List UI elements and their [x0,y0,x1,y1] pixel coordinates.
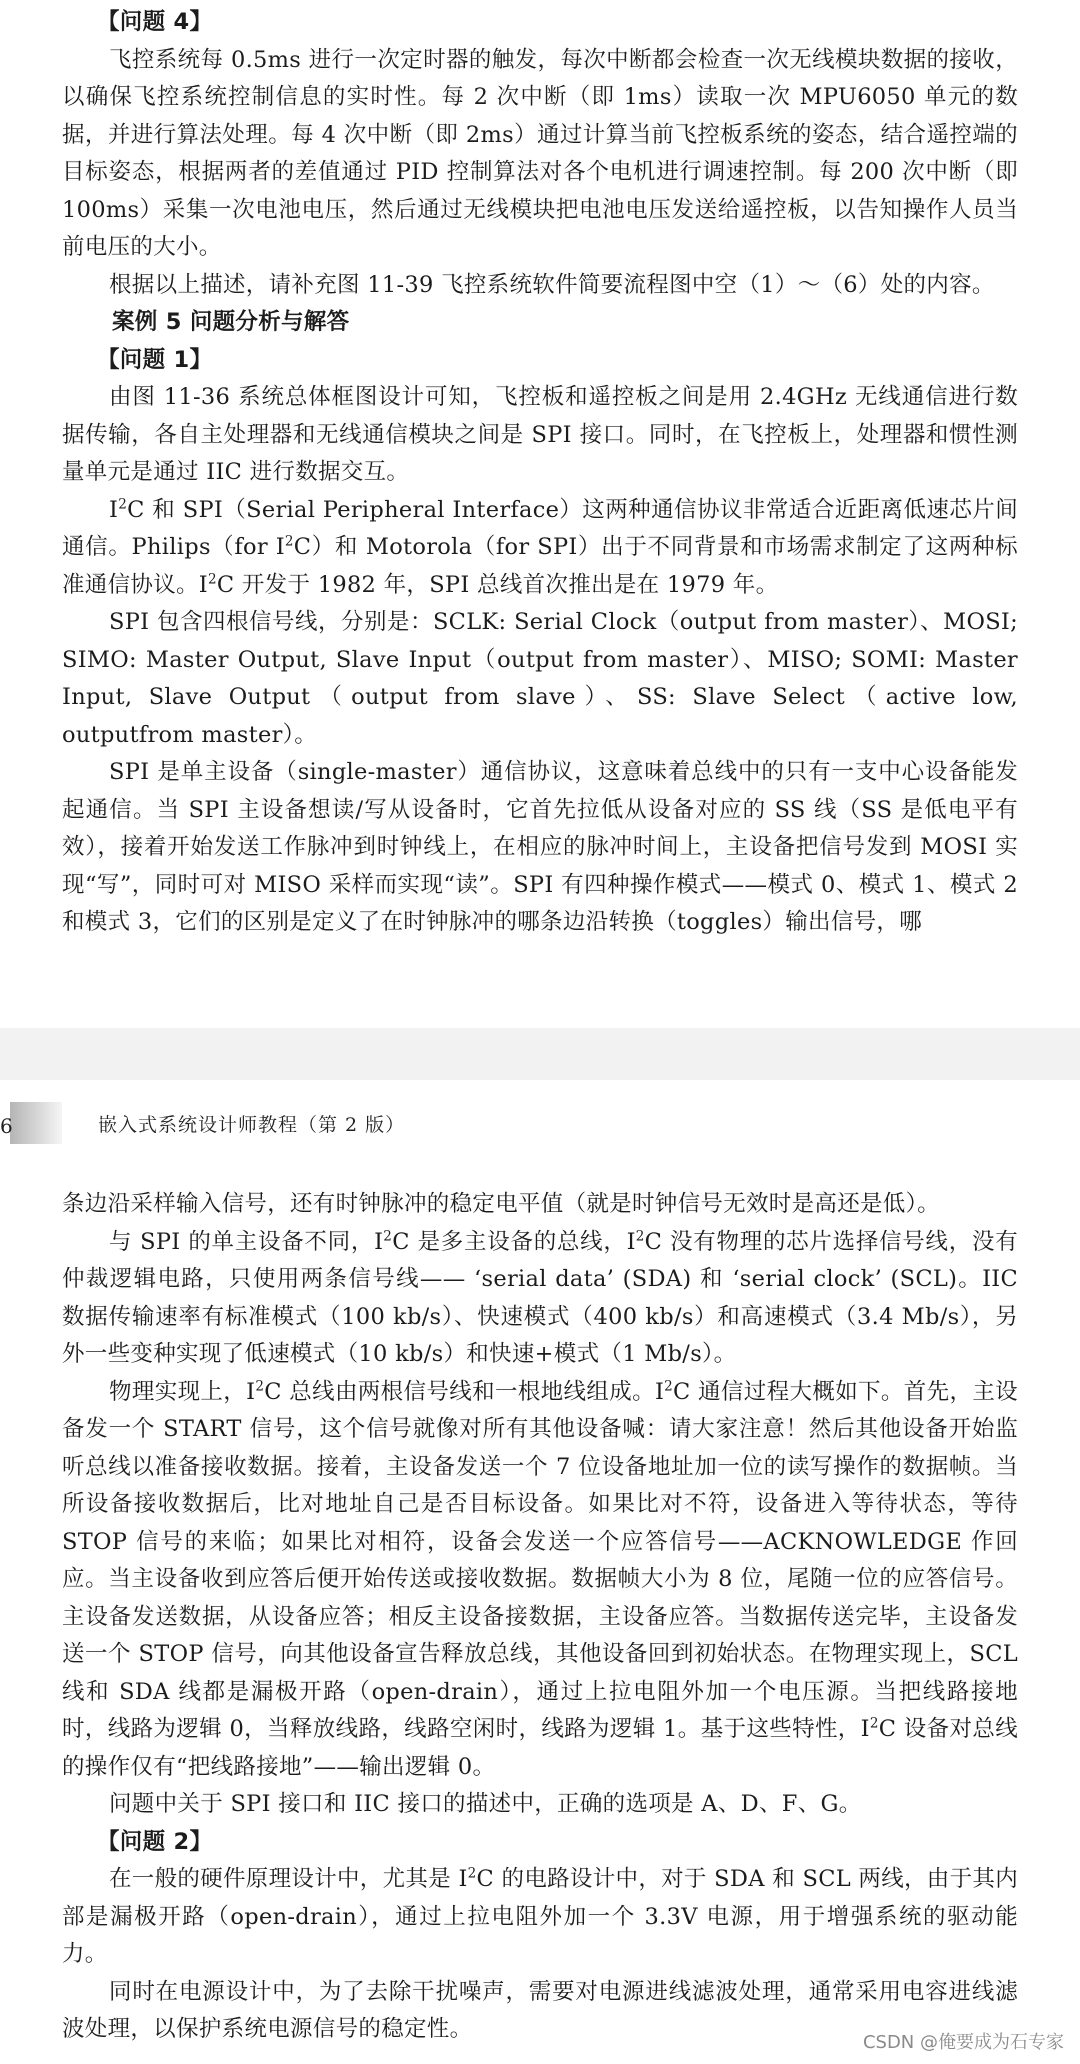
header-gradient-bar [10,1102,62,1144]
paragraph-spi-protocol: SPI 是单主设备（single-master）通信协议，这意味着总线中的只有一支中心设备能发起通信。当 SPI 主设备想读/写从设备时，它首先拉低从设备对应的 SS 线（SS 是低电平有效），接着开始发送工作脉冲到时钟线上，在相应的脉冲时间上，主设备把信号发到 MOSI 实现“写”，同时可对 MISO 采样而实现“读”。SPI 有四种操作模式——模式 0、模式 1、模式 2 和模式 3，它们的区别是定义了在时钟脉冲的哪条边沿转换（toggles）输出信号，哪 [62,759,1018,935]
book-title: 嵌入式系统设计师教程（第 2 版） [98,1114,406,1136]
page-number: 6 [0,1114,13,1138]
paragraph-system-interfaces: 由图 11-36 系统总体框图设计可知，飞控板和遥控板之间是用 2.4GHz 无线通信进行数据传输，各自主处理器和无线通信模块之间是 SPI 接口。同时，在飞控板上，处理器和惯性测量单元是通过 IIC 进行数据交互。 [62,384,1018,485]
question-4-body: 飞控系统每 0.5ms 进行一次定时器的触发，每次中断都会检查一次无线模块数据的接收，以确保飞控系统控制信息的实时性。每 2 次中断（即 1ms）读取一次 MPU6050 单元的数据，并进行算法处理。每 4 次中断（即 2ms）通过计算当前飞控板系统的姿态，结合遥控端的目标姿态，根据两者的差值通过 PID 控制算法对各个电机进行调速控制。每 200 次中断（即 100ms）采集一次电池电压，然后通过无线模块把电池电压发送给遥控板，以告知操作人员当前电压的大小。 [62,46,1018,260]
paragraph-spi-signals: SPI 包含四根信号线，分别是：SCLK: Serial Clock（output from master）、MOSI; SIMO: Master Output, Slave Input（output from master）、MISO; SOMI: Master Input, Slave Output（output from slave）、SS: Slave Select（active low, outputfrom master）。 [62,609,1018,748]
question-1-heading: 【问题 1】 [97,346,213,373]
page-gap [0,1028,1080,1080]
question-4-heading: 【问题 4】 [97,9,213,35]
paragraph-i2c-physical: 物理实现上，$I^2C$ 总线由两根信号线和一根地线组成。$I^2C$ 通信过程大概如下。首先，主设备发一个 START 信号，这个信号就像对所有其他设备喊：请大家注意！然后其他设备开始监听总线以准备接收数据。接着，主设备发送一个 7 位设备地址加一位的读写操作的数据帧。当所设备接收数据后，比对地址自己是否目标设备。如果比对不符，设备进入等待状态，等待 STOP 信号的来临；如果比对相符，设备会发送一个应答信号——ACKNOWLEDGE 作回应。当主设备收到应答后便开始传送或接收数据。数据帧大小为 8 位，尾随一位的应答信号。主设备发送数据，从设备应答；相反主设备接数据，主设备应答。当数据传送完毕，主设备发送一个 STOP 信号，向其他设备宣告释放总线，其他设备回到初始状态。在物理实现上，SCL 线和 SDA 线都是漏极开路（open-drain），通过上拉电阻外加一个电压源。当把线路接地时，线路为逻辑 0，当释放线路，线路空闲时，线路为逻辑 1。基于这些特性，$I^2C$ 设备对总线的操作仅有“把线路接地”——输出逻辑 0。 [62,1378,1018,1780]
paragraph-i2c-multimaster: 与 SPI 的单主设备不同，$I^2C$ 是多主设备的总线，$I^2C$ 没有物理的芯片选择信号线，没有仲裁逻辑电路，只使用两条信号线—— ‘serial data’ (SDA) 和 ‘serial clock’ (SCL)。IIC 数据传输速率有标准模式（100 kb/s）、快速模式（400 kb/s）和高速模式（3.4 Mb/s），另外一些变种实现了低速模式（10 kb/s）和快速+模式（1 Mb/s）。 [62,1228,1018,1367]
paragraph-pullup-design: 在一般的硬件原理设计中，尤其是 $I^2C$ 的电路设计中，对于 SDA 和 SCL 两线，由于其内部是漏极开路（open-drain），通过上拉电阻外加一个 3.3V 电源，用于增强系统的驱动能力。 [62,1865,1019,1967]
csdn-watermark: CSDN @俺要成为石专家 [862,2032,1064,2053]
paragraph-power-filtering: 同时在电源设计中，为了去除干扰噪声，需要对电源进线滤波处理，通常采用电容进线滤波处理，以保护系统电源信号的稳定性。 [62,1978,1018,2042]
paragraph-continued: 条边沿采样输入信号，还有时钟脉冲的稳定电平值（就是时钟信号无效时是高还是低）。 [62,1191,940,1217]
case-5-heading: 案例 5 问题分析与解答 [112,309,350,335]
question-2-heading: 【问题 2】 [97,1828,213,1855]
page-bottom [0,1080,1080,2064]
question-4-instruction: 根据以上描述，请补充图 11-39 飞控系统软件简要流程图中空（1）～（6）处的内容。 [109,271,995,298]
page-top-text [62,4,1018,942]
paragraph-i2c-spi-history: $I^2C$ 和 SPI（Serial Peripheral Interface）这两种通信协议非常适合近距离低速芯片间通信。Philips（for $I^2C$）和 Motorola（for SPI）出于不同背景和市场需求制定了这两种标准通信协议。$I^2C$ 开发于 1982 年，SPI 总线首次推出是在 1979 年。 [62,496,1018,598]
page-bottom-text [62,1186,1018,2049]
page-top [0,0,1080,1028]
paragraph-answer-q1: 问题中关于 SPI 接口和 IIC 接口的描述中，正确的选项是 A、D、F、G。 [109,1791,862,1817]
